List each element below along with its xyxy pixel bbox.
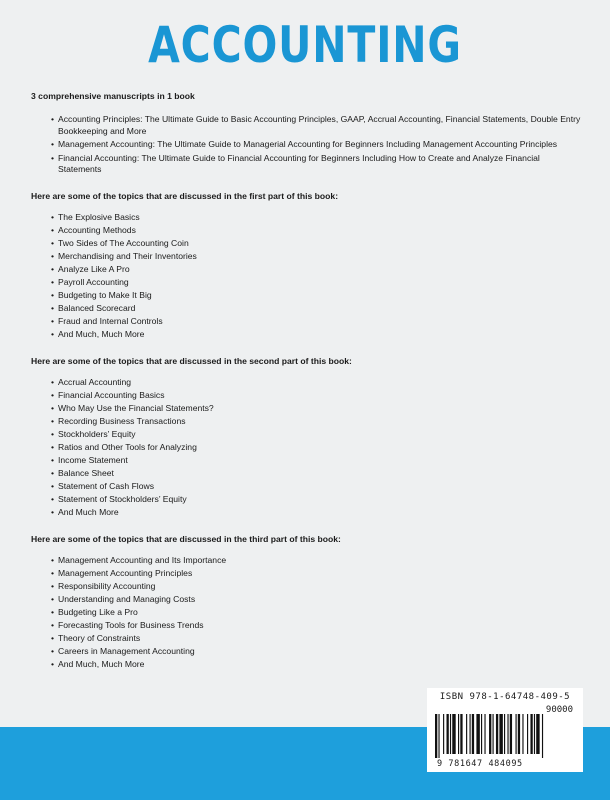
topic-item: • Budgeting Like a Pro — [51, 606, 581, 619]
barcode-bar — [452, 714, 455, 754]
topic-item: • And Much, Much More — [51, 658, 581, 671]
section-heading-part-3: Here are some of the topics that are discussed in the third part of this book: — [31, 533, 341, 544]
topic-list-part-2 — [31, 376, 581, 519]
barcode-bar — [499, 714, 502, 754]
barcode-bar — [450, 714, 451, 754]
barcode-bar — [458, 714, 459, 754]
topic-item: • Fraud and Internal Controls — [51, 315, 581, 328]
topic-item: • Stockholders’ Equity — [51, 428, 581, 441]
topic-item: • And Much More — [51, 506, 581, 519]
description — [31, 90, 581, 671]
topic-item: • Forecasting Tools for Business Trends — [51, 619, 581, 632]
topic-item: • Careers in Management Accounting — [51, 645, 581, 658]
topic-item: • Income Statement — [51, 454, 581, 467]
ean-number: 9 781647 484095 — [437, 759, 523, 769]
topic-item: • The Explosive Basics — [51, 211, 581, 224]
manuscript-item: • Accounting Principles: The Ultimate Guide to Basic Accounting Principles, GAAP, Accrual Accounting, Financial Statements, Double Entry Bookkeeping and More — [51, 114, 581, 137]
barcode-bar — [493, 714, 494, 754]
topic-list-part-1 — [31, 211, 581, 341]
topic-item: • Management Accounting Principles — [51, 567, 581, 580]
topic-item: • Statement of Stockholders’ Equity — [51, 493, 581, 506]
barcode-bar — [447, 714, 449, 754]
manuscript-item: • Management Accounting: The Ultimate Guide to Managerial Accounting for Beginners Including Management Accounting Principles — [51, 139, 581, 151]
price-code: 90000 — [545, 705, 573, 715]
barcode-bar — [516, 714, 517, 754]
barcode-bar — [542, 714, 543, 758]
barcode-bar — [510, 714, 512, 754]
manuscript-list — [31, 114, 581, 176]
manuscript-item: • Financial Accounting: The Ultimate Guide to Financial Accounting for Beginners Including How to Create and Analyze Financial Statements — [51, 153, 581, 176]
barcode-bar — [470, 714, 471, 754]
barcode-bar — [481, 714, 482, 754]
topic-item: • Understanding and Managing Costs — [51, 593, 581, 606]
topic-item: • Recording Business Transactions — [51, 415, 581, 428]
barcode-bar — [476, 714, 479, 754]
barcode-bar — [489, 714, 491, 754]
topic-item: • Two Sides of The Accounting Coin — [51, 237, 581, 250]
topic-item: • Budgeting to Make It Big — [51, 289, 581, 302]
section-heading-part-2: Here are some of the topics that are discussed in the second part of this book: — [31, 355, 352, 366]
topic-item: • Ratios and Other Tools for Analyzing — [51, 441, 581, 454]
topic-item: • Responsibility Accounting — [51, 580, 581, 593]
section-heading-part-1: Here are some of the topics that are discussed in the first part of this book: — [31, 190, 339, 201]
topic-item: • Payroll Accounting — [51, 276, 581, 289]
isbn-barcode — [427, 688, 583, 772]
intro-heading: 3 comprehensive manuscripts in 1 book — [31, 91, 195, 101]
topic-item: • Analyze Like A Pro — [51, 263, 581, 276]
barcode-bar — [507, 714, 508, 754]
barcode-bar — [534, 714, 535, 754]
topic-item: • And Much, Much More — [51, 328, 581, 341]
topic-item: • Balanced Scorecard — [51, 302, 581, 315]
barcode-bar — [530, 714, 532, 754]
barcode-bar — [518, 714, 520, 754]
topic-item: • Accrual Accounting — [51, 376, 581, 389]
topic-item: • Theory of Constraints — [51, 632, 581, 645]
barcode-bar — [536, 714, 539, 754]
barcode-bar — [522, 714, 523, 754]
topic-list-part-3 — [31, 554, 581, 671]
topic-item: • Accounting Methods — [51, 224, 581, 237]
barcode-bar — [466, 714, 467, 754]
topic-item: • Balance Sheet — [51, 467, 581, 480]
topic-item: • Who May Use the Financial Statements? — [51, 402, 581, 415]
topic-item: • Statement of Cash Flows — [51, 480, 581, 493]
topic-item: • Financial Accounting Basics — [51, 389, 581, 402]
barcode-bar — [527, 714, 528, 754]
barcode-bar — [435, 714, 437, 758]
cover-title: ACCOUNTING — [148, 16, 462, 74]
barcode-bars — [433, 714, 577, 758]
barcode-bar — [443, 714, 444, 754]
isbn-text: ISBN 978-1-64748-409-5 — [439, 692, 571, 702]
barcode-bar — [472, 714, 474, 754]
barcode-bar — [496, 714, 498, 754]
barcode-bar — [484, 714, 485, 754]
barcode-bar — [460, 714, 462, 754]
topic-item: • Management Accounting and Its Importance — [51, 554, 581, 567]
topic-item: • Merchandising and Their Inventories — [51, 250, 581, 263]
barcode-bar — [438, 714, 439, 758]
barcode-bar — [504, 714, 505, 754]
